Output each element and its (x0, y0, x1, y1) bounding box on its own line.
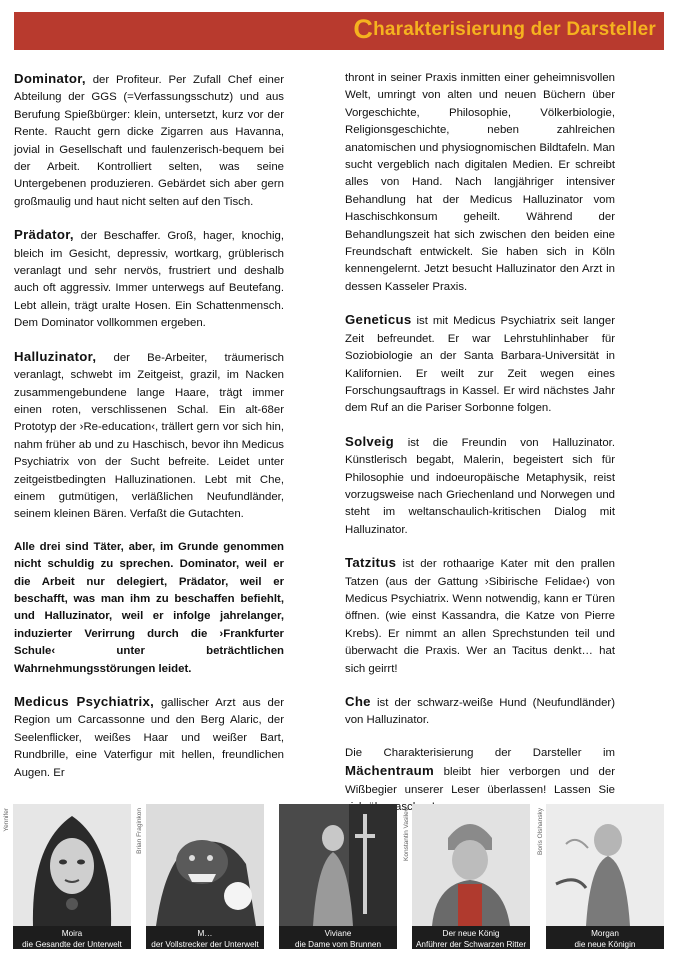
viviane-image (279, 804, 397, 926)
page-title (353, 16, 656, 42)
paragraph-medicus-cont (345, 70, 615, 296)
character-text: ist der schwarz-weiße Hund (Neufundländer) von Halluzinator. (345, 697, 615, 727)
character-gallery (0, 800, 679, 965)
caption-subtitle: der Vollstrecker der Unterwelt (151, 940, 259, 949)
lady-with-sword-illustration (279, 804, 397, 926)
image-credit: Konstantin Vasilev (403, 808, 410, 861)
character-text: ist mit Medicus Psychiatrix seit langer Zeit befreundet. Er war Lehrstuhlinhaber für Soziobiologie an der Santa Barbara-Universität in Kalifornien. Er weilt zur Zeit wegen eines Forschungsauftrags in Kassel. Er wird nächstes Jahr dem Ruf an die Pariser Sorbonne folgen. (345, 315, 615, 415)
character-name: Geneticus (345, 312, 412, 328)
paragraph-geneticus (345, 311, 615, 417)
king-image (412, 804, 530, 926)
caption-title: Der neue König (442, 929, 500, 938)
left-column (14, 70, 284, 797)
creature-illustration (146, 804, 264, 926)
knight-illustration (412, 804, 530, 926)
caption-title: M… (197, 929, 213, 938)
character-name: Halluzinator, (14, 348, 97, 364)
title-banner (14, 12, 664, 50)
paragraph-solveig (345, 433, 615, 539)
queen-illustration (546, 804, 664, 926)
paragraph-che (345, 693, 615, 730)
character-text: der Be-Arbeiter, träumerisch veranlagt, schwebt im Zeitgeist, grazil, im Nacken zusammengebundene lange Haare, trägt immer einen roten, verschlissenen Schal. Ein alt-68er Prototyp der ›Re-education‹, trällert gern vor sich hin, nahm früher ab und zu Haschisch, bevor ihn Medicus Psychiatrix von der Sucht befreite. Leidet unter zeitgeistbedingten Halluzinationen. Lebt mit Che, einem gutmütigen, verläßlichen Neufundländer, seinem kleinen Bären. Verfaßt die Gutachten. (14, 351, 284, 521)
caption-title: Morgan (591, 929, 619, 938)
summary-text: Alle drei sind Täter, aber, im Grunde genommen nicht schuldig zu sprechen. Dominator, weil er die Arbeit nur delegiert, Prädator, weil er beschafft, was man ihm zu beschaffen befiehlt, und Halluzinator, weil er infolge jahrelanger, induzierter Verirrung durch die ›Frankfurter Schule‹ unter beträchtlichen Wahrnehmungsstörungen leidet. (14, 540, 284, 675)
caption-title: Viviane (324, 929, 352, 938)
image-credit: Brian Fraginkon (136, 808, 143, 854)
title-initial: C (353, 14, 374, 44)
caption-subtitle: die Gesandte der Unterwelt (22, 940, 122, 949)
character-text: der Beschaffer. Groß, hager, knochig, bleich im Gesicht, depressiv, wortkarg, grüblerisch veranlagt und sehr nervös, frustriert und deshalb auch oft aggressiv. Immer unterwegs auf Beutefang. Lebt allein, trägt uralte Hosen. Ein Schattenmensch. Dem Dominator vollkommen ergeben. (14, 230, 284, 330)
character-name: Che (345, 694, 371, 709)
gallery-caption (546, 926, 664, 949)
right-column (345, 70, 615, 831)
character-name: Prädator, (14, 227, 74, 243)
character-name: Solveig (345, 433, 395, 449)
character-name: Dominator, (14, 71, 86, 86)
closing-text-end: bleibt hier verborgen und der Wißbegier unserer Leser überlassen! Lassen Sie überraschen! (345, 766, 615, 814)
caption-subtitle: die neue Königin (574, 940, 636, 949)
caption-title: Moira (61, 929, 83, 938)
moira-portrait-image (13, 804, 131, 926)
paragraph-tatzitus (345, 554, 615, 678)
character-text: gallischer Arzt aus der Region um Carcassonne und den Berg Alaric, der Seelenflicker, weißes Haar und weißer Bart, Rundbrille, eine Vaterfigur mit hellen, freundlichen Augen. Er (14, 697, 284, 779)
title-rest: harakterisierung der Darsteller (373, 19, 656, 40)
paragraph-halluzinator (14, 348, 284, 524)
gallery-card-viviane (279, 804, 397, 949)
morgan-image (546, 804, 664, 926)
gallery-card-m (146, 804, 264, 949)
story-title: Mächentraum (345, 763, 435, 779)
gallery-caption (279, 926, 397, 949)
gallery-caption (146, 926, 264, 949)
paragraph-praedator (14, 226, 284, 332)
paragraph-summary (14, 539, 284, 678)
caption-subtitle: die Dame vom Brunnen (294, 940, 381, 949)
gallery-card-morgan (546, 804, 664, 949)
gallery-card-moira (13, 804, 131, 949)
character-text: ist der rothaarige Kater mit den prallen Tatzen (aus der Gattung ›Sibirische Felidae‹) von Medicus Psychiatrix. Wenn notwendig, kann er Türen öffnen. (wie einst Kassandra, die Katze von Pierre Krebs). Er nimmt an allen Sprechstunden teil und überwacht die Praxis. Wer an Tacitus denkt… hat sich geirrt! (345, 558, 615, 675)
gallery-caption (412, 926, 530, 949)
paragraph-medicus (14, 693, 284, 782)
closing-text: Die Charakterisierung der Darsteller im (345, 746, 615, 759)
executioner-image (146, 804, 264, 926)
character-text: ist die Freundin von Halluzinator. Künstlerisch begabt, Malerin, begeistert sich für Philosophie und indoeuropäische Metaphysik, reist vorzugsweise nach Griechenland und Norwegen und steht im weltanschaulich-kritischen Dialog mit Halluzinator. (345, 436, 615, 536)
character-text: der Profiteur. Per Zufall Chef einer Abteilung der GGS (=Verfassungsschutz) und aus Berufung Spießbürger: klein, untersetzt, kurz vor der Rente. Raucht gern dicke Zigarren aus Havanna, jovial in Gesellschaft und faulenzerisch-bequem bei der Arbeit. Kontrolliert selten, was seine Untergebenen produzieren. Gebärdet sich aber gern großmaulig und haut nicht selten auf den Tisch. (14, 74, 284, 208)
character-name: Tatzitus (345, 555, 397, 571)
caption-subtitle: Anführer der Schwarzen Ritter (415, 940, 527, 949)
character-name: Medicus Psychiatrix, (14, 694, 155, 709)
gallery-card-koenig (412, 804, 530, 949)
hooded-figure-illustration (13, 804, 131, 926)
gallery-caption (13, 926, 131, 949)
character-text: thront in seiner Praxis inmitten einer geheimnisvollen Welt, umringt von alten und neuen Büchern über Vorgeschichte, Philosophie, Völkerbiologie, Religionsgeschichte, neben zahlreichen anatomischen und physiognomischen Bildtafeln. Man sucht vergeblich nach digitalen Medien. Er schreibt alles von Hand. Nach langjähriger intensiver Behandlung hat der Medicus Halluzinator vom Haschischkonsum geheilt. Während der Behandlungszeit hat sich zwischen den beiden eine Freundschaft entwickelt. Sie haben sich in Köln kennengelernt. Jetzt besucht Halluzinator den Arzt in dessen Kasseler Praxis. (345, 72, 615, 293)
paragraph-dominator (14, 70, 284, 211)
image-credit: Boris Olshansky (537, 808, 544, 855)
image-credit: Yennifer (3, 808, 10, 832)
